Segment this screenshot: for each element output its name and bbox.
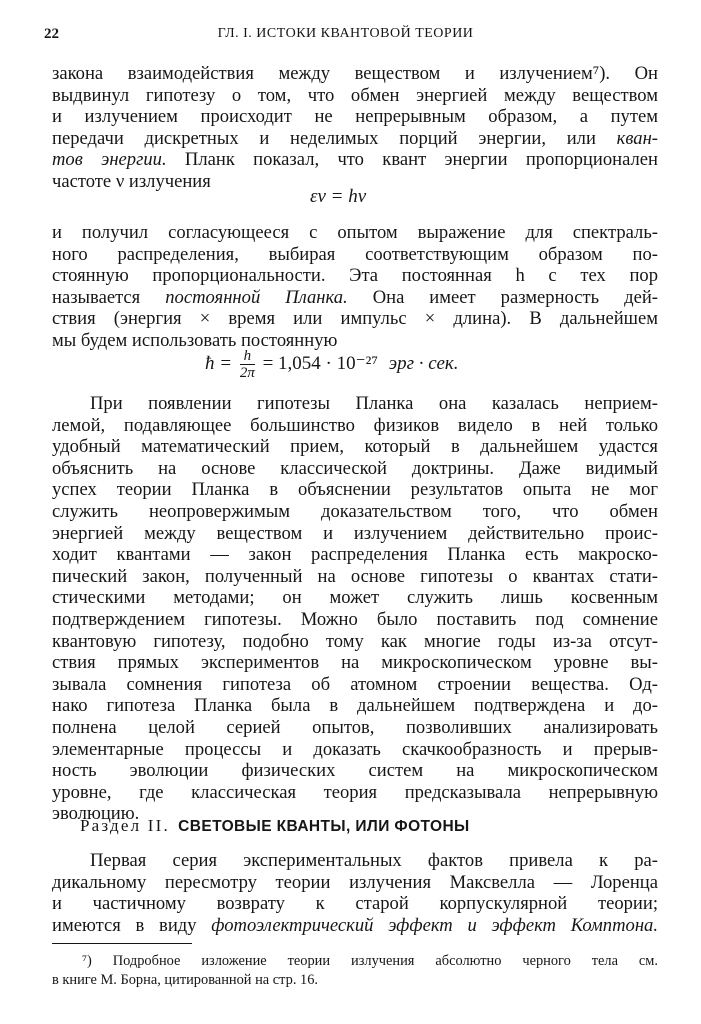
text-line: стическими методами; он может служить лишь косвенным (52, 587, 658, 609)
text-line: Первая серия экспериментальных фактов привела к ра- (90, 850, 658, 871)
fraction-denominator: 2π (239, 365, 255, 381)
text-line: закона взаимодействия между веществом и излучением⁷). Он (52, 63, 658, 84)
text-line: удобный математический прием, который в дальнейшем удастся (52, 436, 658, 458)
text-line: выдвинул гипотезу о том, что обмен энергией между веществом (52, 84, 658, 106)
text-line: зывала сомнения гипотеза об атомном строении вещества. Од- (52, 673, 658, 695)
text-line: и излучением происходит не непрерывным образом, а путем (52, 106, 658, 128)
text-line: мы будем использовать постоянную (52, 329, 338, 351)
page-number: 22 (44, 26, 59, 42)
formula-lhs: ħ = (205, 352, 233, 374)
text-line: ствия прямых экспериментов на микроскопическом уровне вы- (52, 652, 658, 674)
text-line: служить неопровержимым доказательством того, что обмен (52, 500, 658, 522)
text-line: и частичному возврату к старой корпускулярной теории; (52, 893, 658, 915)
text-line: лемой, подавляющее большинство физиков видело в ней только (52, 414, 658, 436)
section-title: СВЕТОВЫЕ КВАНТЫ, ИЛИ ФОТОНЫ (178, 818, 470, 835)
formula-energy-quantum: εν = hν (310, 186, 367, 207)
text-line: подтверждением гипотезы. Можно было поставить под сомнение (52, 608, 658, 630)
paragraph-acceptance (52, 393, 658, 825)
fraction (240, 348, 255, 381)
text-line: энергией между веществом и излучением действительно проис- (52, 522, 658, 544)
paragraph-planck-hypothesis (52, 63, 658, 193)
section-label: Раздел II. (80, 816, 170, 835)
text-line: полнена целой серией опытов, позволивших анализировать (52, 716, 658, 738)
text-line: и получил согласующееся с опытом выражение для спектраль- (52, 222, 658, 243)
text-line: дикальному пересмотру теории излучения Максвелла — Лоренца (52, 871, 658, 893)
text-line: ность эволюции физических систем на микроскопическом (52, 760, 658, 782)
emphasis-text: тов энергии. (52, 149, 167, 171)
text-line: объяснить на основе классической доктрины. Даже видимый (52, 457, 658, 479)
text-span: называется (52, 286, 166, 308)
text-span: Планк показал, что квант энергии пропорционален (166, 149, 658, 171)
text-span: имеются в виду (52, 914, 212, 936)
text-line: нако гипотеза Планка была в дальнейшем подтверждена и до- (52, 695, 658, 717)
footnote (52, 952, 658, 989)
emphasis-text: кван- (616, 127, 658, 149)
text-line (52, 128, 658, 150)
text-line: При появлении гипотезы Планка она казалась неприем- (90, 393, 658, 414)
paragraph-planck-constant (52, 222, 658, 352)
emphasis-text: постоянной Планка. (165, 286, 348, 308)
section-heading (80, 816, 470, 836)
page-header (30, 26, 661, 48)
formula-reduced-planck (205, 348, 459, 381)
text-line: пический закон, полученный на основе гипотезы о квантах стати- (52, 565, 658, 587)
formula-rhs: = 1,054 · 10⁻²⁷ (262, 352, 378, 374)
text-line: успех теории Планка в объяснении результатов опыта не мог (52, 479, 658, 501)
running-title: ГЛ. I. ИСТОКИ КВАНТОВОЙ ТЕОРИИ (217, 26, 474, 41)
text-line: ходит квантами — закон распределения Планка есть макроско- (52, 544, 658, 566)
text-span: Она имеет размерность дей- (347, 286, 658, 308)
text-line: стоянную пропорциональности. Эта постоянная h с тех пор (52, 265, 658, 287)
footnote-line: ⁷) Подробное изложение теории излучения абсолютно черного тела см. (82, 953, 658, 969)
text-span: передачи дискретных и неделимых порций энергии, или (52, 127, 617, 149)
fraction-numerator: h (240, 348, 255, 365)
formula-unit: эрг · сек. (388, 352, 459, 374)
text-line (52, 915, 658, 937)
text-line: ного распределения, выбирая соответствующим образом по- (52, 243, 658, 265)
text-line: эволюцию. (52, 803, 140, 825)
text-line (52, 149, 658, 171)
paragraph-light-quanta (52, 850, 658, 936)
text-line: элементарные процессы и доказать скачкообразность и прерыв- (52, 738, 658, 760)
text-line: квантовую гипотезу, подобно тому как многие годы из-за отсут- (52, 630, 658, 652)
text-line: уровне, где классическая теория предсказывала непрерывную (52, 781, 658, 803)
text-line: частоте ν излучения (52, 170, 211, 192)
footnote-line: в книге М. Борна, цитированной на стр. 16. (52, 971, 319, 988)
text-line (52, 287, 658, 309)
footnote-separator (52, 943, 192, 944)
emphasis-text: фотоэлектрический эффект и эффект Комптона. (211, 914, 658, 936)
text-line: ствия (энергия × время или импульс × длина). В дальнейшем (52, 308, 658, 330)
